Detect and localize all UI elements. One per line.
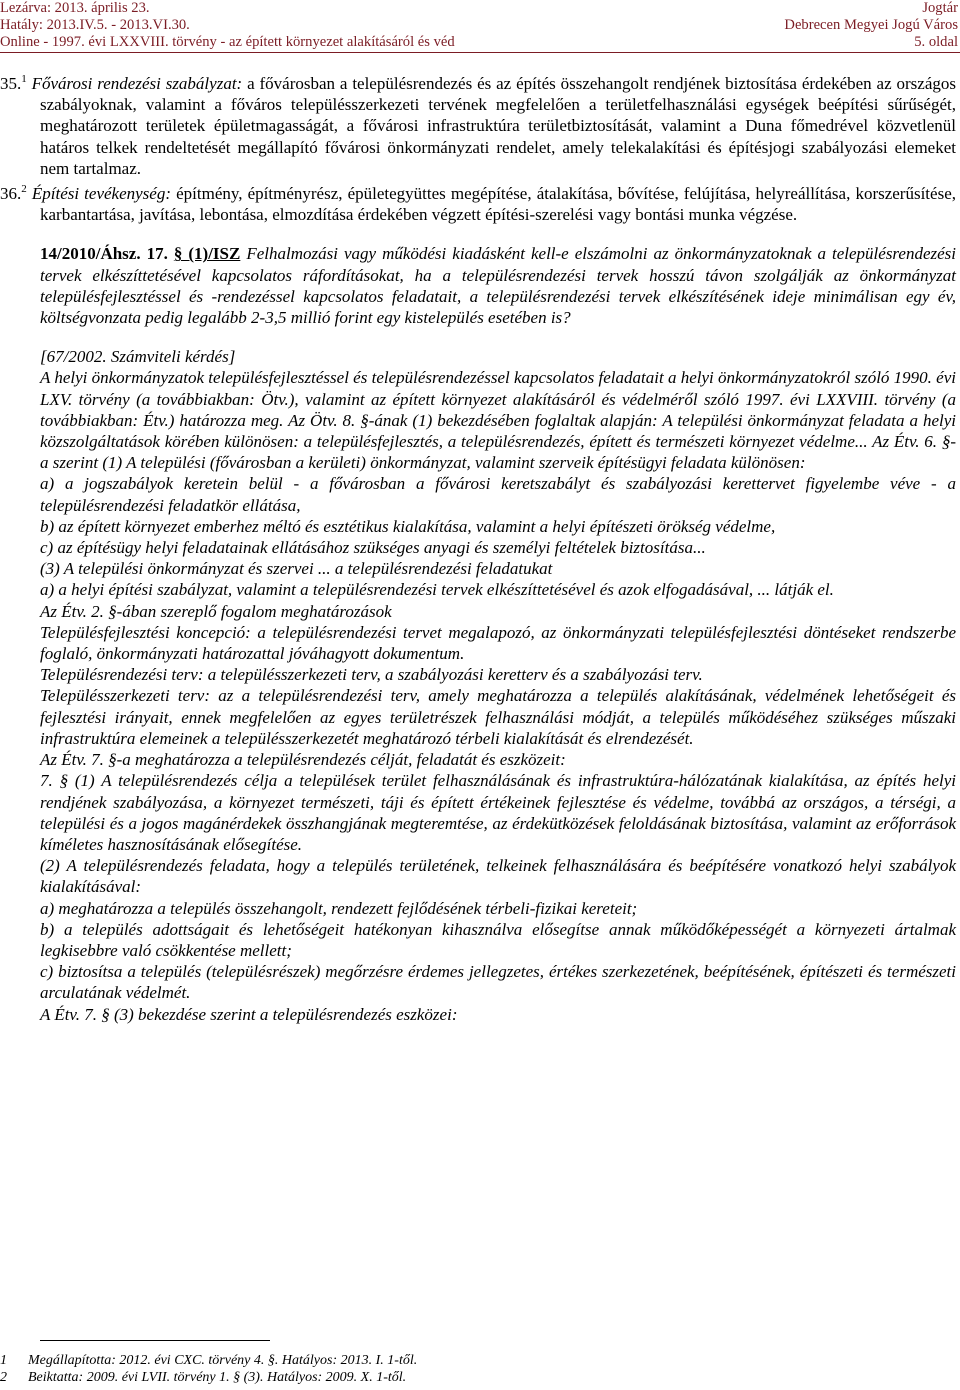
section-number: 35. (0, 74, 22, 93)
reference-link[interactable]: § (1)/ISZ (173, 244, 241, 264)
footnote-rule (40, 1340, 270, 1341)
definition-text: a fővárosban a településrendezés és az építés összehangolt rendjének biztosítása érdekében az országos szabályoknak, valamint a főváros településszerkezeti tervének megfelelően a területfelhasználási egységek beépítési sűrűségét, meghatározott területek épületmagasságát, a fővárosi infrastruktúra területbiztosítását, valamint a Duna főmedrével közvetlenül határos telkek rendeltetését megállapító fővárosi önkormányzati rendelet, amely telekalakítási és építésjogi szabályozási elemeket nem tartalmaz. (40, 74, 956, 178)
answer-line: Az Étv. 2. §-ában szereplő fogalom meghatározások (40, 601, 392, 621)
answer-line: A Étv. 7. § (3) bekezdése szerint a településrendezés eszközei: (40, 1004, 458, 1024)
reference-code: 14/2010/Áhsz. 17. (40, 244, 168, 264)
header-left (0, 0, 455, 51)
document-body (0, 73, 957, 1025)
footnote-ref-2[interactable]: 2 (21, 183, 27, 196)
header-law-title: Online - 1997. évi LXXVIII. törvény - az épített környezet alakításáról és véd (0, 34, 455, 50)
page-header (0, 0, 960, 52)
reference-question: Felhalmozási vagy működési kiadásként kell-e elszámolni az önkormányzatoknak a településrendezési tervek elkészíttetésével kapcsolatos ráfordításokat, ha a településrendezési tervek hosszú távon szolgálják az önkormányzat településfejlesztéssel és -rendezéssel kapcsolatos feladatait, a településrendezési tervek elkészítésének ideje minimálisan egy év, költségvonzata pedig legalább 2-3,5 millió forint egy kistelepülés esetében is? (40, 244, 957, 328)
header-validity: Hatály: 2013.IV.5. - 2013.VI.30. (0, 17, 190, 33)
header-rule (0, 52, 960, 53)
header-right (784, 0, 958, 51)
footnote-number: 1 (0, 1353, 7, 1368)
answer-line: a) a helyi építési szabályzat, valamint a településrendezési tervek elkészíttetésével és azok elfogadásával, ... látják el. (40, 580, 834, 600)
header-licensee: Debrecen Megyei Jogú Város (784, 17, 958, 33)
definition-term: Fővárosi rendezési szabályzat: (31, 74, 243, 93)
answer-line: Településfejlesztési koncepció: a településrendezési tervet megalapozó, az önkormányzati településfejlesztési döntéseket rendszerbe foglaló, önkormányzati határozattal jóváhagyott dokumentum. (40, 622, 956, 664)
footnote-number: 2 (0, 1370, 7, 1385)
footnote-text: Megállapította: 2012. évi CXC. törvény 4. §. Hatályos: 2013. I. 1-től. (28, 1353, 418, 1368)
definition-term: Építési tevékenység: (31, 184, 171, 204)
answer-line: (2) A településrendezés feladata, hogy a település területének, telkeinek felhasználására és beépítésére vonatkozó helyi szabályok kialakításával: (40, 856, 956, 897)
answer-line: a) a jogszabályok keretein belül - a fővárosban a fővárosi keretszabályt és szabályozási kerettervet figyelembe véve - a településrendezési feladatkör ellátása, (40, 474, 956, 515)
footnote-1 (0, 1352, 417, 1369)
definition-35 (0, 73, 956, 179)
answer-line: 7. § (1) A településrendezés célja a települések terület felhasználásának és infrastruktúra-hálózatának kialakítása, az építés helyi rendjének szabályozása, a környezet természeti, táji és épített értékeinek fejlesztése és védelme, továbbá az országos, a térségi, a települési és a jogos magánérdekek összhangjának megteremtése, az érdekütközések feloldásának biztosítása, valamint az erőforrások kíméletes hasznosításának elősegítése. (40, 771, 956, 854)
definition-36 (0, 183, 956, 225)
footnote-text: Beiktatta: 2009. évi LVII. törvény 1. § (3). Hatályos: 2009. X. 1-től. (28, 1370, 407, 1385)
answer-line: b) az épített környezet emberhez méltó és esztétikus kialakítása, valamint a helyi építészeti örökség védelme, (40, 516, 776, 536)
answer-line: Településszerkezeti terv: az a településrendezési terv, amely meghatározza a település alakításának, védelmének lehetőségeit és fejlesztési irányait, ennek megfelelően az egyes területrészek felhasználási módját, a település működéséhez szükséges műszaki infrastruktúra elemeinek a településszerkezetét meghatározó térbeli kialakítását és elrendezését. (40, 686, 956, 748)
answer-line: Településrendezési terv: a településszerkezeti terv, a szabályozási keretterv és a szabályozási terv. (40, 665, 703, 685)
reference-block (40, 243, 956, 328)
answer-line: b) a település adottságait és lehetőségeit hatékonyan kihasználva elősegítse annak működőképességét a környezeti ártalmak legkisebbre való csökkentése mellett; (40, 919, 956, 960)
answer-line: (3) A települési önkormányzat és szervei ... a településrendezési feladatukat (40, 559, 553, 579)
definition-text: építmény, építményrész, épületegyüttes megépítése, átalakítása, bővítése, felújítása, helyreállítása, korszerűsítése, karbantartása, javítása, lebontása, elmozdítása érdekében végzett építési-szerelési vagy bontási munka végzése. (40, 184, 956, 225)
section-number: 36. (0, 184, 22, 204)
header-publisher: Jogtár (922, 0, 958, 16)
answer-line: Az Étv. 7. §-a meghatározza a településrendezés célját, feladatát és eszközeit: (40, 750, 566, 770)
answer-line: a) meghatározza a település összehangolt, rendezett fejlődésének térbeli-fizikai kereteit; (40, 898, 638, 918)
footnote-ref-1[interactable]: 1 (21, 73, 27, 85)
answer-line: c) az építésügy helyi feladatainak ellátásához szükséges anyagi és személyi feltételek biztosítása... (40, 538, 706, 558)
answer-block (40, 346, 956, 1025)
header-closed-date: Lezárva: 2013. április 23. (0, 0, 150, 16)
answer-line: c) biztosítsa a település (településrészek) megőrzésre érdemes jellegzetes, értékes szerkezetének, beépítésének, építészeti és természeti arculatának védelmét. (40, 962, 956, 1003)
header-page-number: 5. oldal (914, 34, 958, 50)
answer-line: A helyi önkormányzatok településfejlesztéssel és településrendezéssel kapcsolatos feladatait a helyi önkormányzatokról szóló 1990. évi LXV. törvény (a továbbiakban: Ötv.), valamint az épített környezet alakításáról és védelméről szóló 1997. évi LXXVIII. törvény (a továbbiakban: Étv.) határozza meg. Az Ötv. 8. §-ának (1) bekezdésében foglaltak alapján: A települési önkormányzat feladata a helyi közszolgáltatások körében különösen: a településfejlesztés, a településrendezés, épített és természeti környezet védelme... Az Étv. 6. §-a szerint (1) A települési (fővárosban a kerületi) önkormányzat, valamint szerveik építésügyi feladata különösen: (40, 368, 956, 473)
footnotes (0, 1352, 417, 1386)
answer-line: [67/2002. Számviteli kérdés] (40, 347, 236, 367)
footnote-2 (0, 1369, 417, 1386)
